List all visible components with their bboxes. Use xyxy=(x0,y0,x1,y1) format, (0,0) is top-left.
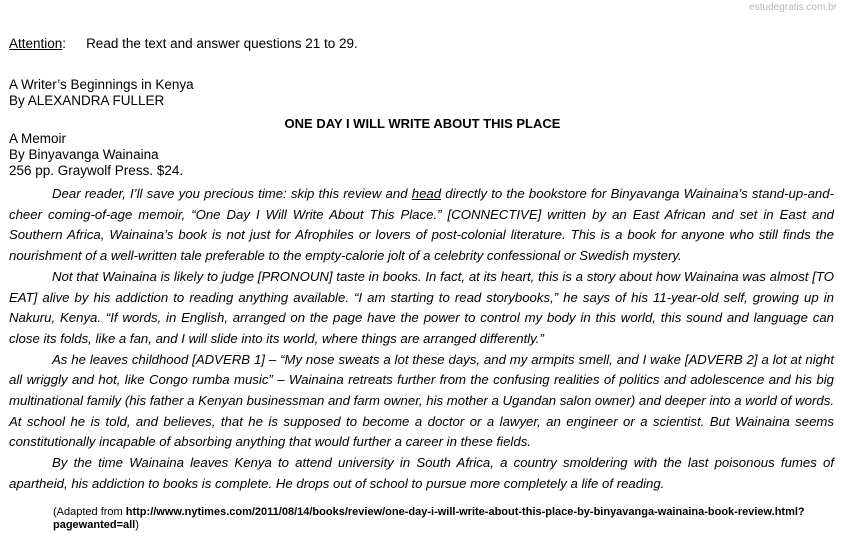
paragraph-1 xyxy=(9,184,834,267)
paragraph-3: As he leaves childhood [ADVERB 1] – “My nose sweats a lot these days, and my armpits smell, and I wake [ADVERB 2] a lot at night all wriggly and hot, like Congo rumba music” – Wainaina retreats further from the confusing realities of politics and adolescence and his big multinational family (his father a Kenyan businessman and farm owner, his mother a Ugandan salon owner) and deeper into a world of words. At school he is told, and believes, that he is supposed to become a doctor or a lawyer, an engineer or a scientist. But Wainaina seems constitutionally incapable of absorbing anything that would further a career in these fields. xyxy=(9,351,834,450)
review-body xyxy=(9,184,834,495)
paragraph-1-rest: directly to the bookstore for Binyavanga Wainaina’s stand-up-and-cheer coming-of-age memoir, “One Day I Will Write About This Place.” [CONNECTIVE] written by an East African and set in East and Southern Africa, Wainaina’s book is not just for Afrophiles or lovers of post-colonial literature. This is a book for anyone who still finds the nourishment of a well-written tale preferable to the empty-calorie jolt of a celebrity confessional or Swedish mystery. xyxy=(9,186,834,264)
source-suffix: ) xyxy=(135,519,139,531)
review-byline: By ALEXANDRA FULLER xyxy=(9,93,165,108)
attention-text: Read the text and answer questions 21 to 29. xyxy=(86,36,358,51)
book-author: By Binyavanga Wainaina xyxy=(9,147,159,162)
book-title: ONE DAY I WILL WRITE ABOUT THIS PLACE xyxy=(284,116,561,131)
attention-instruction xyxy=(9,36,358,51)
attention-colon: : xyxy=(62,36,67,51)
source-citation xyxy=(53,506,835,532)
book-info xyxy=(9,131,183,179)
watermark: estudegratis.com.br xyxy=(749,2,837,13)
source-url[interactable]: http://www.nytimes.com/2011/08/14/books/review/one-day-i-will-write-about-this-place-by-binyavanga-wainaina-book-review.html?pagewanted=all xyxy=(53,506,805,531)
review-title: A Writer’s Beginnings in Kenya xyxy=(9,77,194,92)
source-prefix: (Adapted from xyxy=(53,506,126,518)
attention-label: Attention xyxy=(9,36,63,51)
underlined-word-head: head xyxy=(411,186,442,201)
book-genre: A Memoir xyxy=(9,131,67,146)
paragraph-1-start: Dear reader, I’ll save you precious time: skip this review and xyxy=(52,186,412,201)
review-header xyxy=(9,77,194,109)
book-details: 256 pp. Graywolf Press. $24. xyxy=(9,163,184,178)
paragraph-2: Not that Wainaina is likely to judge [PRONOUN] taste in books. In fact, at its heart, this is a story about how Wainaina was almost [TO EAT] alive by his addiction to reading anything available. “I am starting to read storybooks,” he says of his 11-year-old self, growing up in Nakuru, Kenya. “If words, in English, arranged on the page have the power to control my body in this world, this sound and language can close its folds, like a fan, and I will slide into its world, where things are arranged differently.” xyxy=(9,268,834,346)
paragraph-4: By the time Wainaina leaves Kenya to attend university in South Africa, a country smoldering with the last poisonous fumes of apartheid, his addiction to books is complete. He drops out of school to pursue more completely a life of reading. xyxy=(9,455,834,491)
